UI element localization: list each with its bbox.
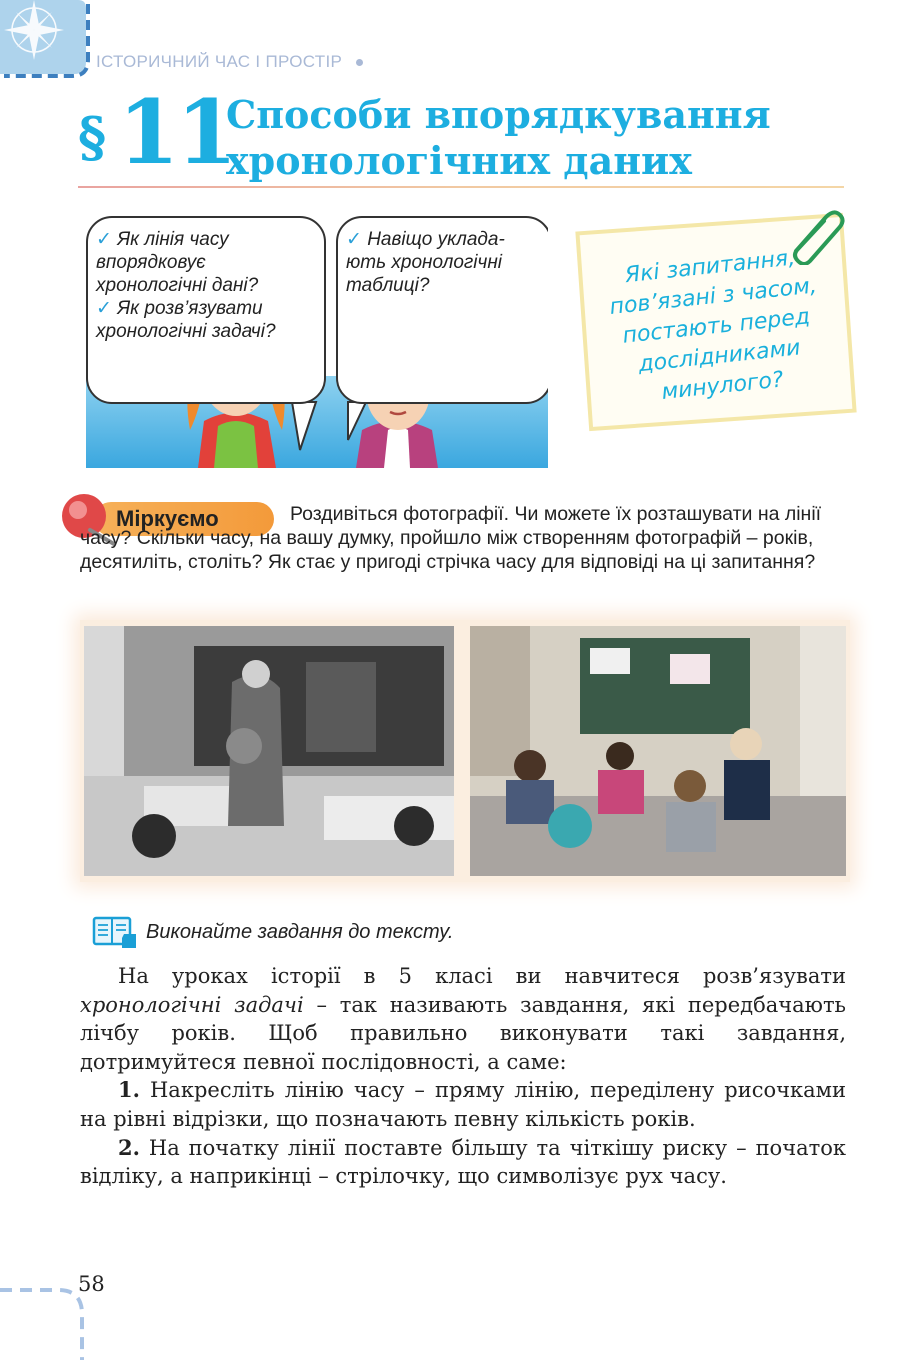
paragraph-2 bbox=[80, 1076, 846, 1133]
section-header-label: ІСТОРИЧНИЙ ЧАС І ПРОСТІР bbox=[96, 52, 343, 71]
main-text bbox=[80, 962, 846, 1191]
check-icon: ✓ bbox=[96, 229, 112, 250]
bubble-right-q1-text: Навіщо уклада-ють хронологічні таблиці? bbox=[346, 229, 505, 296]
bubble-left-question-1 bbox=[96, 228, 316, 297]
compass-rose-icon bbox=[0, 0, 92, 78]
speech-bubble-right bbox=[336, 216, 548, 404]
step-2-text: На початку лінії поставте більшу та чіткішу риску – початок відліку, а наприкінці – стрілочку, що символізує рух часу. bbox=[80, 1135, 846, 1189]
p1-term: хронологічні задачі bbox=[80, 992, 304, 1017]
page-number: 58 bbox=[78, 1272, 105, 1296]
speech-bubble-left bbox=[86, 216, 326, 404]
check-icon: ✓ bbox=[96, 298, 112, 319]
modern-classroom-photo bbox=[470, 626, 846, 876]
thinking-label: Міркуємо bbox=[116, 506, 219, 531]
bubble-left-question-2 bbox=[96, 297, 316, 343]
paragraph-3 bbox=[80, 1134, 846, 1191]
bubble-right-question-1 bbox=[346, 228, 542, 297]
children-illustration bbox=[86, 216, 548, 468]
thinking-text: Роздивіться фотографії. Чи можете їх розташувати на лінії часу? Скільки часу, на вашу думку, пройшло між створенням фотографій – років, десятиліть, століть? Як стає у пригоді стрічка часу для відповіді на ці запитання? bbox=[80, 503, 822, 573]
p1-after: – так називають завдання, які передбачають лічбу років. Щоб правильно виконувати такі завдання, дотримуйтеся певної послідовності, а саме: bbox=[80, 992, 846, 1074]
task-instruction: Виконайте завдання до тексту. bbox=[146, 921, 454, 943]
paperclip-icon bbox=[786, 205, 846, 265]
paragraph-sign: § bbox=[78, 105, 107, 169]
step-1-number: 1. bbox=[118, 1077, 140, 1103]
section-header bbox=[96, 52, 363, 72]
bubble-left-q1-text: Як лінія часу впорядковує хронологічні дані? bbox=[96, 229, 259, 296]
chapter-title: Способи впорядкування хронологічних даних bbox=[226, 92, 771, 183]
note-text: Які запитання, пов’язані з часом, постають перед дослідниками минулого? bbox=[608, 245, 818, 405]
section-dot bbox=[356, 59, 363, 66]
bubble-left-q2-text: Як розв’язувати хронологічні задачі? bbox=[96, 298, 276, 342]
step-2-number: 2. bbox=[118, 1134, 140, 1160]
p1-before: На уроках історії в 5 класі ви навчитеся розв’язувати bbox=[118, 964, 846, 988]
chapter-number: 11 bbox=[118, 80, 235, 184]
title-divider bbox=[78, 186, 844, 188]
book-pointer-icon bbox=[92, 914, 138, 948]
paragraph-1 bbox=[80, 962, 846, 1076]
check-icon: ✓ bbox=[346, 229, 362, 250]
corner-decoration bbox=[0, 1282, 90, 1360]
old-classroom-photo bbox=[84, 626, 454, 876]
photo-pair bbox=[80, 620, 850, 882]
step-1-text: Накресліть лінію часу – пряму лінію, переділену рисочками на рівні відрізки, що позначають певну кількість років. bbox=[80, 1078, 846, 1131]
